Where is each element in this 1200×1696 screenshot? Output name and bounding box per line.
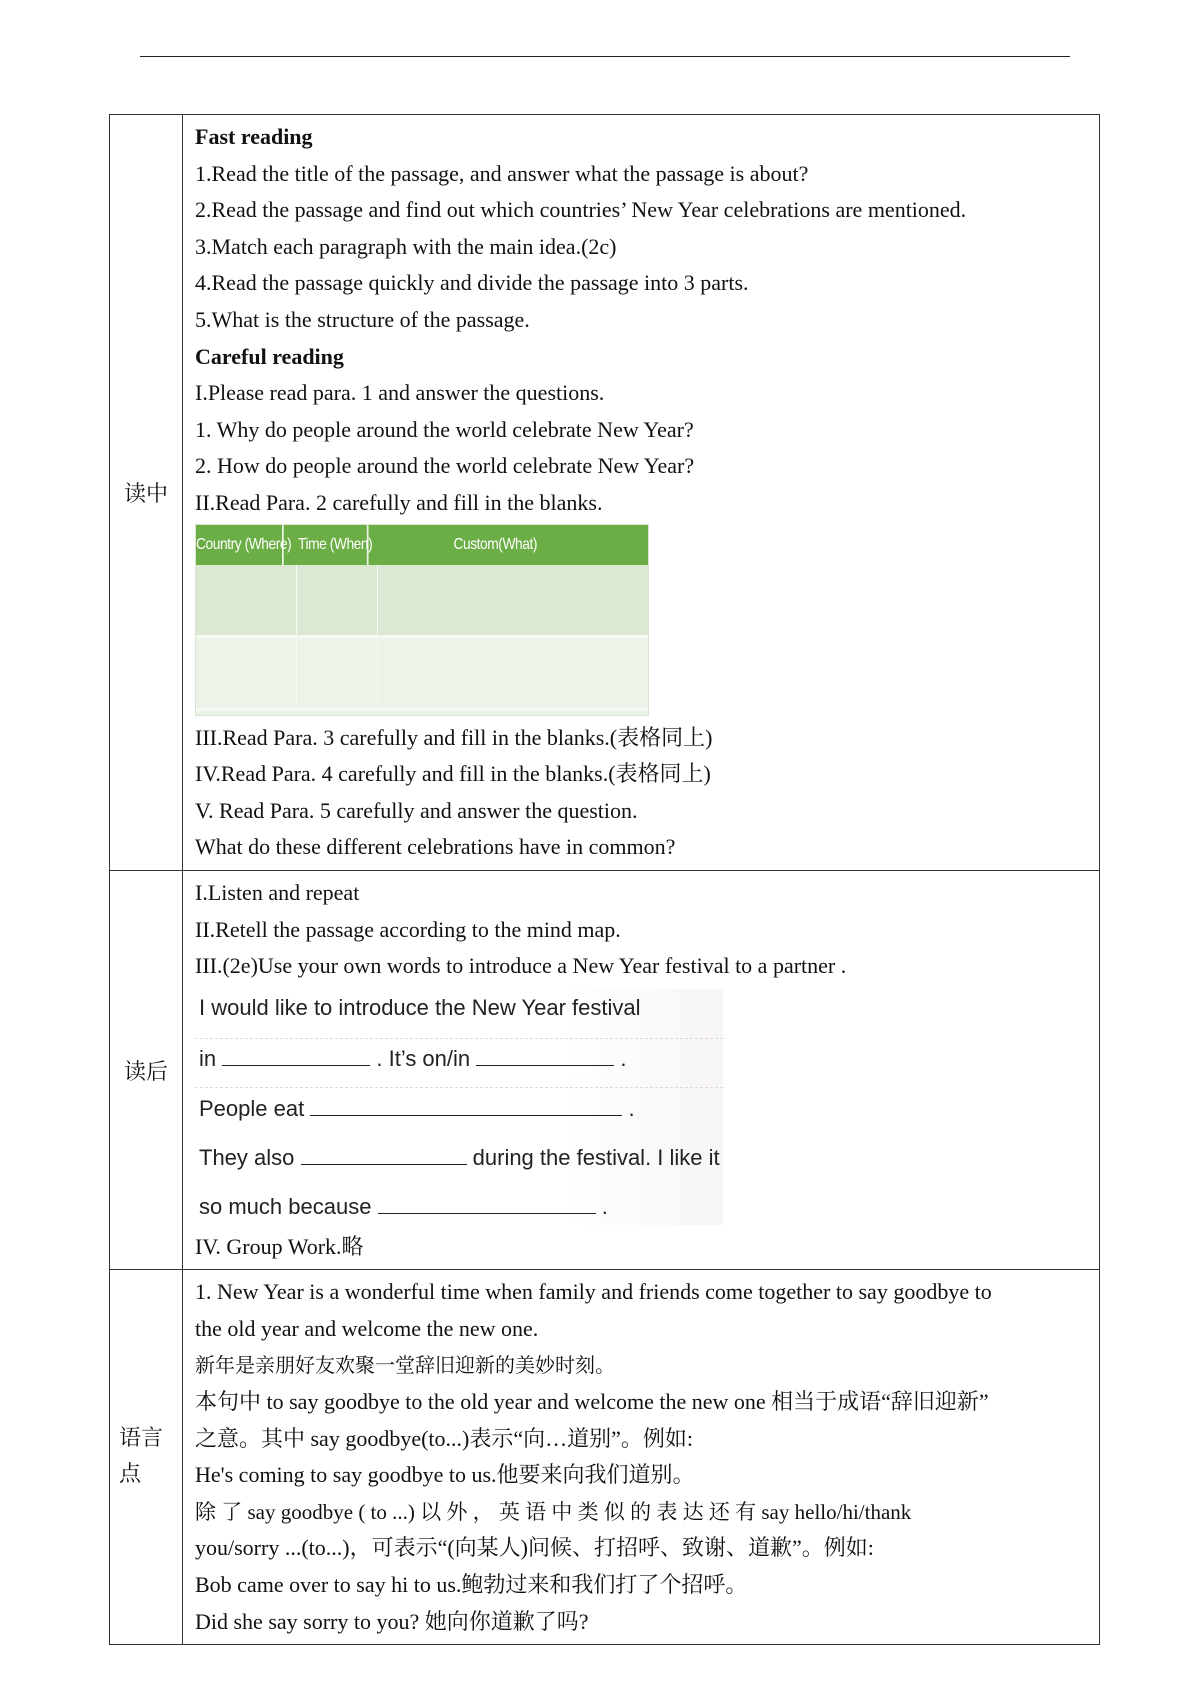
list-item: 本句中 to say goodbye to the old year and welcome the new one 相当于成语“辞旧迎新” bbox=[195, 1389, 989, 1415]
blank-line bbox=[378, 1193, 596, 1214]
table-cell bbox=[378, 565, 648, 635]
list-item: 除 了 say goodbye ( to ...) 以 外 ， 英 语 中 类 似 的 表 达 还 有 say hello/hi/thank bbox=[195, 1499, 912, 1524]
list-item: 2.Read the passage and find out which countries’ New Year celebrations are mentioned. bbox=[195, 197, 967, 223]
list-item: IV.Read Para. 4 carefully and fill in the blanks.(表格同上) bbox=[195, 761, 711, 787]
list-item: 1.Read the title of the passage, and answer what the passage is about? bbox=[195, 160, 809, 186]
row-label-after-reading bbox=[110, 870, 183, 1269]
fill-line-5 bbox=[199, 1193, 608, 1220]
table-cell bbox=[196, 565, 297, 635]
fill-text: People eat bbox=[199, 1095, 305, 1121]
row-during-reading bbox=[110, 115, 1100, 871]
table-cell bbox=[378, 638, 648, 708]
label-text: 读中 bbox=[123, 481, 168, 507]
fill-text: . It’s on/in bbox=[376, 1045, 471, 1071]
row-label-during-reading bbox=[110, 115, 183, 871]
list-item: 3.Match each paragraph with the main idea.(2c) bbox=[195, 233, 617, 259]
list-item: Did she say sorry to you? 她向你道歉了吗? bbox=[195, 1608, 589, 1634]
list-item: I.Listen and repeat bbox=[195, 879, 360, 905]
list-item: Bob came over to say hi to us.鲍勃过来和我们打了个招呼。 bbox=[195, 1572, 748, 1598]
list-item: III.Read Para. 3 carefully and fill in the blanks.(表格同上) bbox=[195, 724, 713, 750]
list-item: 新年是亲朋好友欢聚一堂辞旧迎新的美妙时刻。 bbox=[195, 1353, 615, 1378]
label-text: 点 bbox=[119, 1462, 142, 1488]
fill-in-paragraph-image bbox=[195, 989, 723, 1225]
fill-line-4 bbox=[199, 1144, 720, 1171]
blank-line bbox=[222, 1045, 370, 1066]
fill-in-table-header bbox=[196, 525, 648, 565]
blank-line bbox=[476, 1045, 614, 1066]
fill-text: I would like to introduce the New Year festival bbox=[199, 994, 641, 1020]
list-item: 5.What is the structure of the passage. bbox=[195, 306, 530, 332]
group-work-item: IV. Group Work.略 bbox=[195, 1233, 364, 1259]
header-custom: Custom(What) bbox=[453, 535, 538, 553]
after-reading-content bbox=[183, 870, 1100, 1269]
label-text: 语言 bbox=[119, 1426, 164, 1452]
label-text: 读后 bbox=[123, 1059, 168, 1085]
header-time: Time (When) bbox=[298, 525, 369, 565]
list-item: the old year and welcome the new one. bbox=[195, 1315, 539, 1341]
careful-reading-heading: Careful reading bbox=[195, 343, 344, 369]
list-item: 1. Why do people around the world celebrate New Year? bbox=[195, 416, 694, 442]
list-item: II.Read Para. 2 carefully and fill in the blanks. bbox=[195, 489, 603, 515]
table-cell bbox=[196, 638, 297, 708]
divider bbox=[195, 1038, 723, 1039]
list-item: you/sorry ...(to...)，可表示“(向某人)问候、打招呼、致谢、道歉”。例如: bbox=[195, 1535, 874, 1561]
fill-text: They also bbox=[199, 1144, 295, 1170]
list-item: 1. New Year is a wonderful time when family and friends come together to say goodbye to bbox=[195, 1279, 992, 1305]
list-item: II.Retell the passage according to the mind map. bbox=[195, 916, 621, 942]
fill-line-2 bbox=[199, 1045, 627, 1072]
fill-line-1 bbox=[199, 995, 640, 1021]
label-wrap bbox=[119, 1421, 173, 1493]
lesson-table bbox=[109, 114, 1100, 1645]
fast-reading-heading: Fast reading bbox=[195, 124, 313, 149]
table-cell bbox=[297, 565, 378, 635]
row-after-reading bbox=[110, 870, 1100, 1269]
fill-text: during the festival. I like it bbox=[472, 1144, 720, 1170]
list-item: What do these different celebrations have in common? bbox=[195, 834, 676, 860]
row-label-language-points bbox=[110, 1270, 183, 1645]
list-item: He's coming to say goodbye to us.他要来向我们道别。 bbox=[195, 1462, 695, 1488]
fill-text: in bbox=[199, 1045, 217, 1071]
divider bbox=[195, 1087, 723, 1088]
blank-line bbox=[310, 1095, 622, 1116]
blank-line bbox=[301, 1144, 467, 1165]
table-row bbox=[196, 565, 648, 638]
list-item: 之意。其中 say goodbye(to...)表示“向…道别”。例如: bbox=[195, 1425, 693, 1451]
table-row bbox=[196, 638, 648, 711]
list-item: V. Read Para. 5 carefully and answer the question. bbox=[195, 797, 638, 823]
fill-text: . bbox=[601, 1193, 608, 1219]
language-points-content bbox=[183, 1270, 1100, 1645]
table-cell bbox=[297, 638, 378, 708]
during-reading-content bbox=[183, 115, 1100, 871]
list-item: 2. How do people around the world celebrate New Year? bbox=[195, 453, 695, 479]
list-item: III.(2e)Use your own words to introduce a New Year festival to a partner . bbox=[195, 953, 847, 979]
fill-in-table-image bbox=[195, 524, 649, 716]
header-rule bbox=[140, 56, 1070, 57]
fill-text: . bbox=[620, 1045, 627, 1071]
header-country: Country (Where) bbox=[196, 525, 284, 565]
fill-line-3 bbox=[199, 1095, 635, 1122]
list-item: I.Please read para. 1 and answer the questions. bbox=[195, 380, 605, 406]
list-item: 4.Read the passage quickly and divide the passage into 3 parts. bbox=[195, 270, 749, 296]
fill-text: . bbox=[628, 1095, 635, 1121]
row-language-points bbox=[110, 1270, 1100, 1645]
fill-text: so much because bbox=[199, 1193, 372, 1219]
